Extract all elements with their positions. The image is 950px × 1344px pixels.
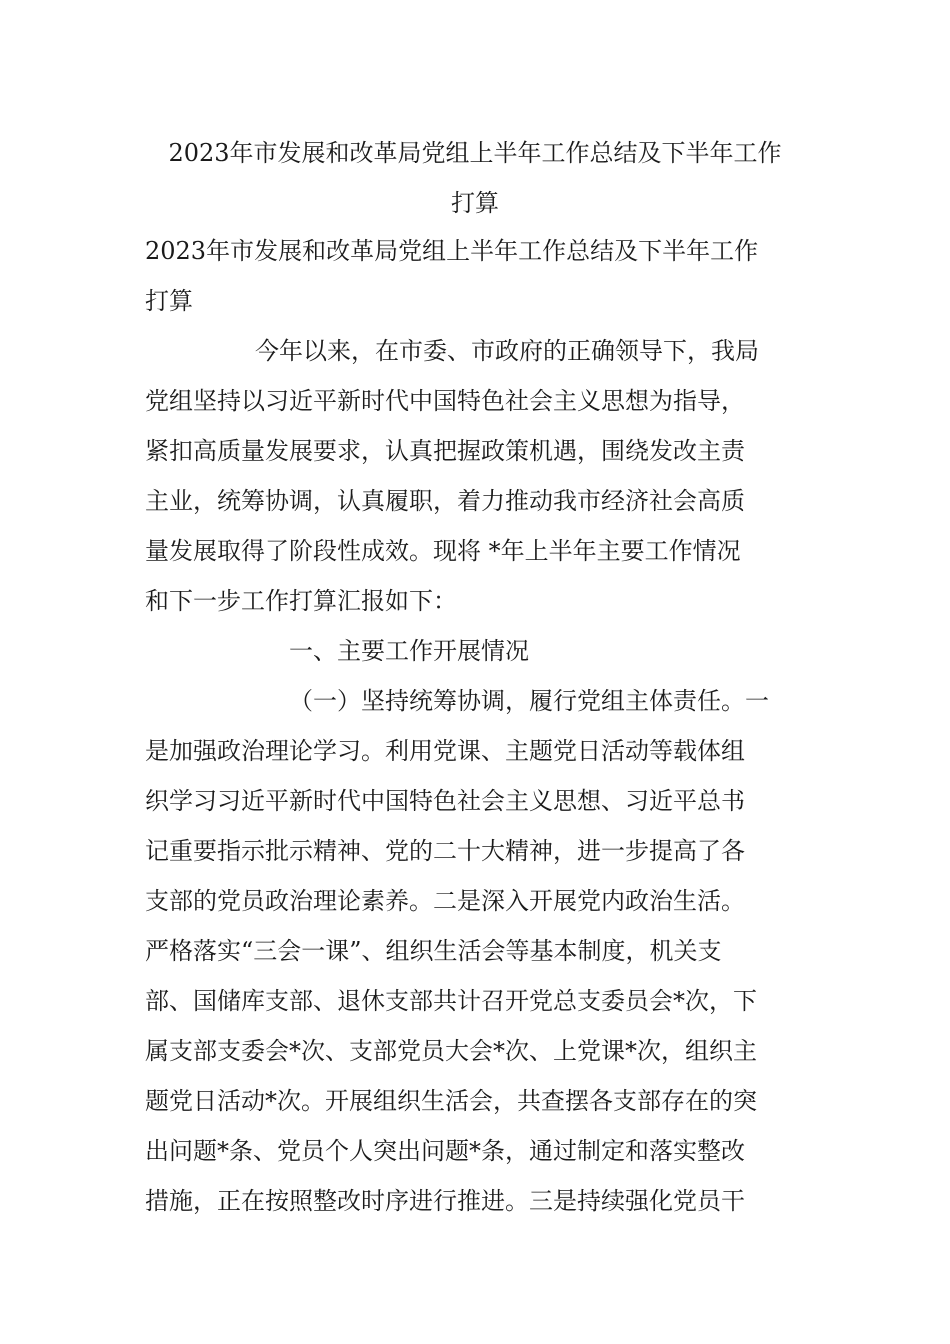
paragraph-line: 支部的党员政治理论素养。二是深入开展党内政治生活。 (145, 887, 745, 915)
paragraph-line: 主业，统筹协调，认真履职，着力推动我市经济社会高质 (145, 487, 745, 515)
paragraph-line: 属支部支委会*次、支部党员大会*次、上党课*次，组织主 (145, 1037, 757, 1065)
paragraph-line: 措施，正在按照整改时序进行推进。三是持续强化党员干 (145, 1187, 745, 1215)
subsection-heading-line: （一）坚持统筹协调，履行党组主体责任。一 (289, 687, 769, 715)
paragraph-line: 记重要指示批示精神、党的二十大精神，进一步提高了各 (145, 837, 745, 865)
paragraph-line: 今年以来，在市委、市政府的正确领导下，我局 (255, 337, 759, 365)
paragraph-line: 和下一步工作打算汇报如下： (145, 587, 457, 615)
section-heading: 一、主要工作开展情况 (289, 637, 529, 665)
paragraph-line: 题党日活动*次。开展组织生活会，共查摆各支部存在的突 (145, 1087, 757, 1115)
document-subtitle-line-2: 打算 (145, 287, 193, 315)
document-body (145, 326, 825, 1226)
paragraph-line: 织学习习近平新时代中国特色社会主义思想、习近平总书 (145, 787, 745, 815)
paragraph-line: 党组坚持以习近平新时代中国特色社会主义思想为指导， (145, 387, 745, 415)
paragraph-line: 部、国储库支部、退休支部共计召开党总支委员会*次，下 (145, 987, 757, 1015)
document-title-line-2: 打算 (451, 189, 499, 217)
paragraph-line: 紧扣高质量发展要求，认真把握政策机遇，围绕发改主责 (145, 437, 745, 465)
document-title-line-1: 2023年市发展和改革局党组上半年工作总结及下半年工作 (168, 139, 782, 167)
paragraph-line: 出问题*条、党员个人突出问题*条，通过制定和落实整改 (145, 1137, 745, 1165)
document-subtitle-line-1: 2023年市发展和改革局党组上半年工作总结及下半年工作 (145, 237, 759, 265)
paragraph-line: 量发展取得了阶段性成效。现将 *年上半年主要工作情况 (145, 537, 741, 565)
paragraph-line: 严格落实“三会一课”、组织生活会等基本制度，机关支 (145, 937, 722, 965)
paragraph-line: 是加强政治理论学习。利用党课、主题党日活动等载体组 (145, 737, 745, 765)
